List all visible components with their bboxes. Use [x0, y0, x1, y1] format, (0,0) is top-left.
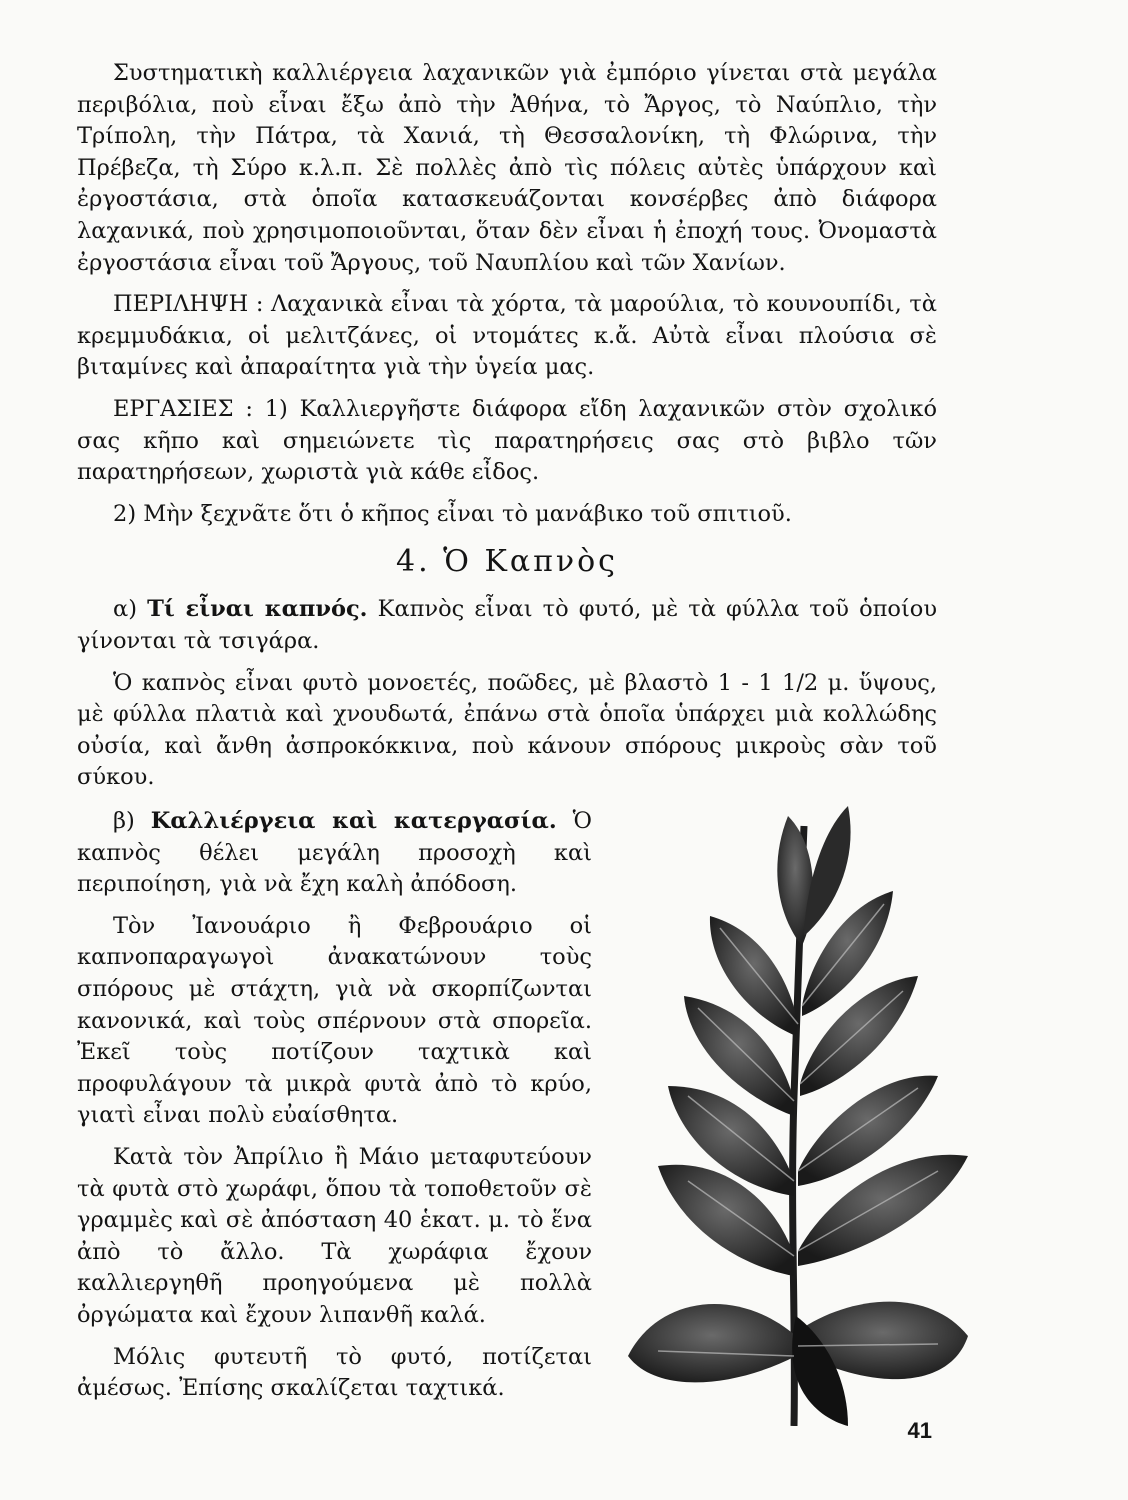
section-b-paragraph [77, 806, 592, 901]
section-title: 4. Ὁ Καπνὸς [396, 544, 618, 580]
paragraph-vegetable-trade: Συστηματικὴ καλλιέργεια λαχανικῶν γιὰ ἐμπόριο γίνεται στὰ μεγάλα περιβόλια, ποὺ εἶναι ἔξω ἀπὸ τὴν Ἀθήνα, τὸ Ἄργος, τὸ Ναύπλιο, τὴν Τρίπολη, τὴν Πάτρα, τὰ Χανιά, τὴ Θεσσαλονίκη, τὴ Φλώρινα, τὴν Πρέβεζα, τὴ Σύρο κ.λ.π. Σὲ πολλὲς ἀπὸ τὶς πόλεις αὐτὲς ὑπάρχουν καὶ ἐργοστάσια, στὰ ὁποῖα κατασκευάζονται κονσέρβες ἀπὸ διάφορα λαχανικά, ποὺ χρησιμοποιοῦνται, ὅταν δὲν εἶναι ἡ ἐποχή τους. Ὀνομαστὰ ἐργοστάσια εἶναι τοῦ Ἄργους, τοῦ Ναυπλίου καὶ τῶν Χανίων. [77, 60, 937, 276]
paragraph-transplanting: Κατὰ τὸν Ἀπρίλιο ἢ Μάιο μεταφυτεύουν τὰ φυτὰ στὸ χωράφι, ὅπου τὰ τοποθετοῦν σὲ γραμμὲς καὶ σὲ ἀπόσταση 40 ἑκατ. μ. τὸ ἕνα ἀπὸ τὸ ἄλλο. Τὰ χωράφια ἔχουν καλλιεργηθῆ προηγούμενα μὲ πολλὰ ὀργώματα καὶ ἔχουν λιπανθῆ καλά. [77, 1143, 592, 1328]
section-a-heading: Τί εἶναι καπνός. [147, 596, 368, 623]
section-b-heading: Καλλιέργεια καὶ κατεργασία. [150, 808, 557, 834]
tobacco-plant-icon [618, 796, 980, 1426]
section-a-text: Καπνὸς εἶναι τὸ φυτό, μὲ τὰ φύλλα τοῦ ὁποίου γίνονται τὰ τσιγάρα. [77, 596, 937, 654]
paragraph-watering: Μόλις φυτευτῆ τὸ φυτό, ποτίζεται ἀμέσως. Ἐπίσης σκαλίζεται ταχτικά. [77, 1343, 592, 1402]
page-number: 41 [907, 1418, 932, 1443]
section-b-text: Ὁ καπνὸς θέλει μεγάλη προσοχὴ καὶ περιποίηση, γιὰ νὰ ἔχη καλὴ ἀπόδοση. [77, 808, 592, 898]
paragraph-description: Ὁ καπνὸς εἶναι φυτὸ μονοετές, ποῶδες, μὲ βλαστὸ 1 - 1 1/2 μ. ὕψους, μὲ φύλλα πλατιὰ καὶ χνουδωτά, ἐπάνω στὰ ὁποῖα ὑπάρχει μιὰ κολλώδης οὐσία, καὶ ἄνθη ἀσπροκόκκινα, ποὺ κάνουν σπόρους μικροὺς σὰν τοῦ σύκου. [77, 669, 937, 791]
paragraph-exercises: ΕΡΓΑΣΙΕΣ : 1) Καλλιεργῆστε διάφορα εἴδη λαχανικῶν στὸν σχολικό σας κῆπο καὶ σημειώνετε τὶς παρατηρήσεις σας στὸ βιβλο τῶν παρατηρήσεων, χωριστὰ γιὰ κάθε εἶδος. [77, 395, 937, 486]
text-column-top [77, 58, 937, 794]
section-a-paragraph [77, 594, 937, 657]
paragraph-exercise-2: 2) Μὴν ξεχνᾶτε ὅτι ὁ κῆπος εἶναι τὸ μανάβικο τοῦ σπιτιοῦ. [113, 500, 792, 527]
paragraph-summary: ΠΕΡΙΛΗΨΗ : Λαχανικὰ εἶναι τὰ χόρτα, τὰ μαρούλια, τὸ κουνουπίδι, τὰ κρεμμυδάκια, οἱ μελιτζάνες, οἱ ντομάτες κ.ἄ. Αὐτὰ εἶναι πλούσια σὲ βιταμίνες καὶ ἀπαραίτητα γιὰ τὴν ὑγεία μας. [77, 291, 937, 381]
paragraph-sowing: Τὸν Ἰανουάριο ἢ Φεβρουάριο οἱ καπνοπαραγωγοὶ ἀνακατώνουν τοὺς σπόρους μὲ στάχτη, γιὰ νὰ σκορπίζωνται κανονικά, καὶ τοὺς σπέρνουν στὰ σπορεῖα. Ἐκεῖ τοὺς ποτίζουν ταχτικὰ καὶ προφυλάγουν τὰ μικρὰ φυτὰ ἀπὸ τὸ κρύο, γιατὶ εἶναι πολὺ εὐαίσθητα. [77, 912, 592, 1129]
section-b-label: β) [113, 808, 135, 834]
text-column-narrow [77, 806, 592, 1405]
section-a-label: α) [113, 596, 137, 623]
